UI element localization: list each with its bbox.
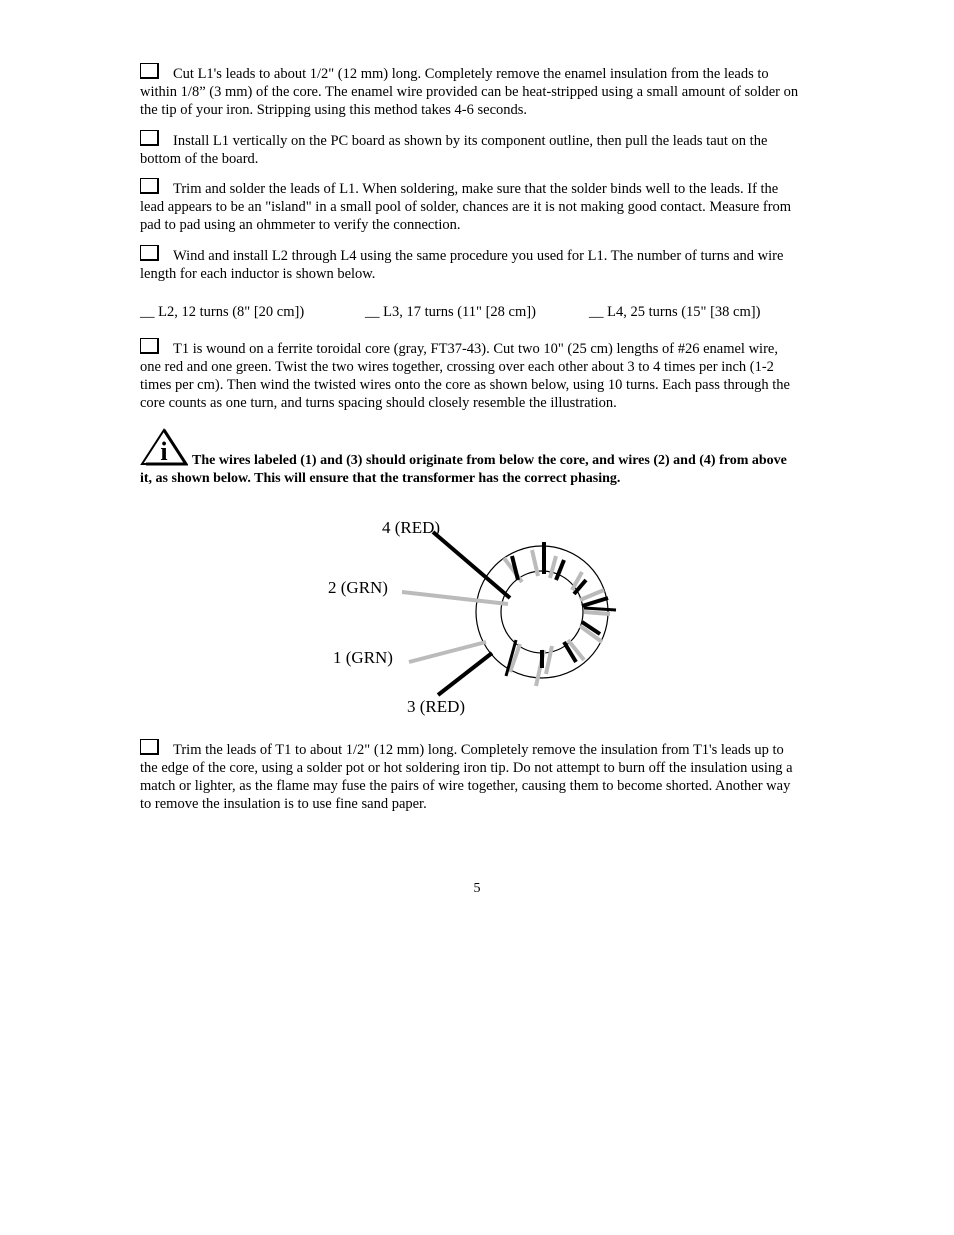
- step-trim-t1-leads: [140, 739, 800, 813]
- toroid-winding-diagram: [300, 510, 640, 725]
- step-solder-l1: [140, 178, 800, 234]
- step-cut-l1-leads: [140, 63, 800, 119]
- svg-text:i: i: [160, 437, 168, 466]
- label-wire-1: 1 (GRN): [333, 648, 393, 667]
- step-install-l1: [140, 130, 800, 168]
- step-checkbox[interactable]: [140, 63, 159, 79]
- phasing-warning: [140, 428, 800, 488]
- step-text: Trim the leads of T1 to about 1/2" (12 mm) long. Completely remove the insulation from T1's leads up to the edge of the core, using a solder pot or hot soldering iron tip. Do not attempt to burn off the insulation using a match or lighter, as the flame may fuse the pairs of wire together, causing them to become shorted. Another way to remove the insulation is to use fine sand paper.: [140, 742, 793, 812]
- step-checkbox[interactable]: [140, 178, 159, 194]
- lead-1-green: [409, 642, 486, 662]
- step-wind-t1: [140, 338, 800, 412]
- lead-3-red: [438, 653, 492, 695]
- step-checkbox[interactable]: [140, 338, 159, 354]
- inductor-item-l2: __ L2, 12 turns (8" [20 cm]): [140, 304, 305, 320]
- step-text: Trim and solder the leads of L1. When soldering, make sure that the solder binds well to the leads. If the lead appears to be an "island" in a small pool of solder, chances are it is not making good contact. Measure from pad to pad using an ohmmeter to verify the connection.: [140, 181, 792, 233]
- label-wire-2: 2 (GRN): [328, 578, 388, 597]
- page-number: 5: [473, 881, 481, 896]
- step-text: Cut L1's leads to about 1/2" (12 mm) long. Completely remove the enamel insulation from the leads to within 1/8” (3 mm) of the core. The enamel wire provided can be heat-stripped using a small amount of solder on the tip of your iron. Stripping using this method takes 4-6 seconds.: [140, 66, 799, 118]
- step-checkbox[interactable]: [140, 739, 159, 755]
- winding-red: [584, 608, 616, 610]
- step-text: T1 is wound on a ferrite toroidal core (gray, FT37-43). Cut two 10" (25 cm) lengths of #26 enamel wire, one red and one green. Twist the two wires together, crossing over each other about 3 to 4 times per inch (1-2 times per cm). Then wind the twisted wires onto the core as shown below, using 10 turns. Each pass through the core counts as one turn, and turns spacing should closely resemble the illustration.: [140, 341, 790, 411]
- toroid-drawing: [300, 510, 640, 725]
- warning-text: The wires labeled (1) and (3) should originate from below the core, and wires (2) and (4) from above it, as shown below. This will ensure that the transformer has the correct phasing.: [140, 453, 787, 486]
- label-wire-4: 4 (RED): [382, 518, 441, 537]
- step-text: Install L1 vertically on the PC board as shown by its component outline, then pull the leads taut on the bottom of the board.: [140, 133, 768, 167]
- step-checkbox[interactable]: [140, 130, 159, 146]
- step-wind-l2-l4: [140, 245, 800, 283]
- step-text: Wind and install L2 through L4 using the same procedure you used for L1. The number of turns and wire length for each inductor is shown below.: [140, 248, 784, 282]
- inductor-item-l4: __ L4, 25 turns (15" [38 cm]): [589, 304, 761, 320]
- winding-green: [584, 612, 610, 614]
- info-warning-triangle-icon: [140, 428, 188, 466]
- step-checkbox[interactable]: [140, 245, 159, 261]
- inductor-item-l3: __ L3, 17 turns (11" [28 cm]): [365, 304, 536, 320]
- label-wire-3: 3 (RED): [407, 697, 466, 716]
